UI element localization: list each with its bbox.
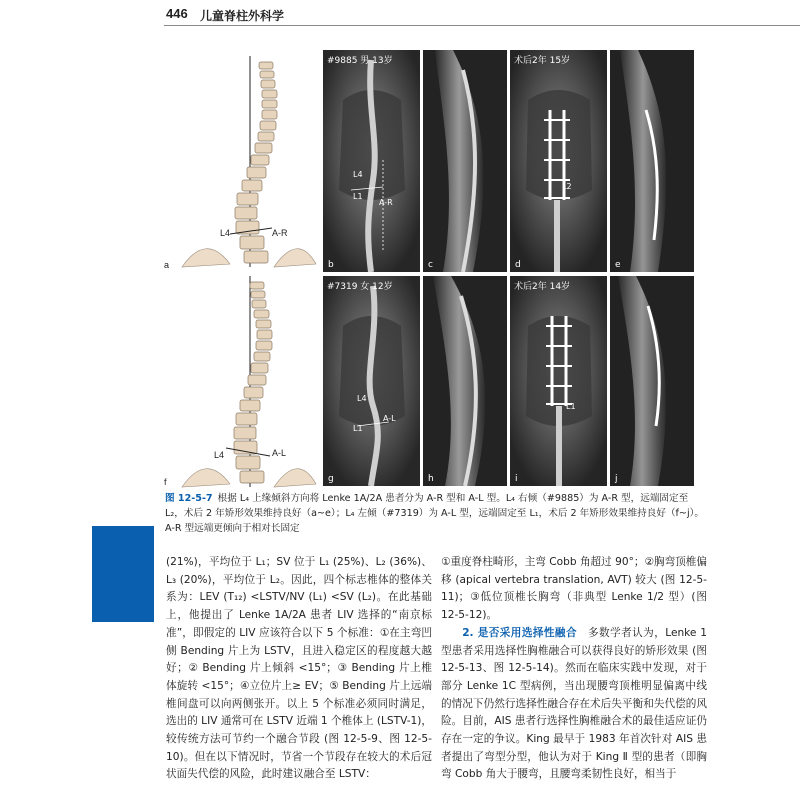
xray-h — [423, 276, 507, 486]
page-number: 446 — [166, 6, 188, 21]
xray-i-tag: 术后2年 14岁 — [514, 282, 571, 292]
xray-b — [323, 50, 420, 272]
xray-g-letter: g — [328, 474, 334, 484]
xray-i-graphic — [510, 276, 607, 486]
xray-g-marker-3: A-L — [383, 414, 396, 423]
spine-diagram-a — [164, 52, 318, 272]
xray-d — [510, 50, 607, 272]
xray-e-letter: e — [615, 260, 621, 270]
body-column-left — [166, 554, 432, 784]
xray-c-graphic — [423, 50, 507, 272]
xray-b-tag: #9885 男 13岁 — [327, 56, 393, 66]
chapter-tab — [92, 526, 154, 622]
body-right-paragraph-1: ①重度脊柱畸形，主弯 Cobb 角超过 90°；②胸弯顶椎偏移 (apical vertebra translation, AVT) 较大 (图 12-5-11)；③低位顶椎长胸弯（非典型 Lenke 1/2 型）(图 12-5-12)。 — [441, 556, 707, 622]
diagram-f-type-label: A-L — [272, 448, 287, 458]
xray-b-marker-2: L1 — [353, 192, 363, 201]
xray-g — [323, 276, 420, 486]
xray-b-graphic — [323, 50, 420, 272]
xray-b-marker-3: A-R — [379, 198, 393, 207]
running-title: 儿童脊柱外科学 — [200, 9, 285, 23]
xray-e-graphic — [610, 50, 694, 272]
xray-c-letter: c — [428, 260, 433, 270]
xray-d-marker-1: L2 — [562, 182, 572, 191]
body-column-right — [441, 554, 707, 784]
xray-d-tag: 术后2年 15岁 — [514, 56, 571, 66]
xray-g-marker-1: L4 — [357, 394, 367, 403]
spine-diagram-f-graphic — [178, 272, 318, 492]
spine-diagram-a-graphic — [178, 52, 318, 272]
xray-j-letter: j — [615, 474, 618, 484]
diagram-a-letter: a — [164, 260, 170, 270]
xray-g-graphic — [323, 276, 420, 486]
figure-caption-text: 根据 L₄ 上缘倾斜方向将 Lenke 1A/2A 患者分为 A-R 型和 A-L 型。L₄ 右倾（#9885）为 A-R 型，远端固定至 L₂，术后 2 年矫形效果维持良好（a~e）；L₄ 左倾（#7319）为 A-L 型，远端固定至 L₁，术后 2 年矫形效果维持良好（f~j）。A-R 型远端更倾向于相对长固定 — [165, 493, 705, 534]
xray-i — [510, 276, 607, 486]
diagram-a-type-label: A-R — [272, 228, 288, 238]
body-right-paragraph-2: 多数学者认为，Lenke 1 型患者采用选择性胸椎融合可以获得良好的矫形效果 (图 12-5-13、图 12-5-14)。然而在临床实践中发现，对于部分 Lenke 1C 型病例，当出现腰弯顶椎明显偏离中线的情况下仍然行选择性融合存在术后失平衡和失代偿的风险。目前，AIS 患者行选择性胸椎融合术的最佳适应证仍存在一定的争议。King 最早于 1983 年首次针对 AIS 患者提出了弯型分型，他认为对于 King Ⅱ 型的患者（即胸弯 Cobb 角大于腰弯，且腰弯柔韧性良好，相当于 — [441, 626, 707, 781]
xray-b-marker-1: L4 — [353, 170, 363, 179]
xray-b-letter: b — [328, 260, 334, 270]
xray-c — [423, 50, 507, 272]
figure-number: 图 12-5-7 — [165, 493, 213, 504]
xray-h-graphic — [423, 276, 507, 486]
xray-j — [610, 276, 694, 486]
xray-g-tag: #7319 女 12岁 — [327, 282, 393, 292]
xray-i-marker-1: L1 — [566, 402, 576, 411]
xray-j-graphic — [610, 276, 694, 486]
xray-g-marker-2: L1 — [353, 424, 363, 433]
diagram-a-vertebra-label: L4 — [220, 228, 231, 238]
xray-e — [610, 50, 694, 272]
xray-h-letter: h — [428, 474, 434, 484]
xray-d-letter: d — [515, 260, 521, 270]
diagram-f-letter: f — [164, 477, 167, 487]
spine-diagram-f — [164, 272, 318, 492]
body-left-paragraph: (21%)，平均位于 L₁；SV 位于 L₁ (25%)、L₂ (36%)、L₃ (20%)，平均位于 L₂。因此，四个标志椎体的整体关系为：LEV (T₁₂) <LSTV/NV (L₁) <SV (L₂)。在此基础上，他提出了 Lenke 1A/2A 患者 LIV 选择的“南京标准”，即假定的 LIV 应该符合以下 5 个标准：①在主弯凹侧 Bending 片上为 LSTV，且进入稳定区的程度越大越好；② Bending 片上倾斜 <15°；③ Bending 片上椎体旋转 <15°；④立位片上≥ EV；⑤ Bending 片上远端椎间盘可以向两侧张开。以上 5 个标准必须同时满足，选出的 LIV 通常可在 LSTV 近端 1 个椎体上 (LSTV-1)，较传统方法可节约一个融合节段 (图 12-5-9、图 12-5-10)。但在以下情况时，节省一个节段存在较大的术后冠状面失代偿的风险，此时建议融合至 LSTV： — [166, 556, 432, 781]
section-heading: 2. 是否采用选择性融合 — [462, 626, 577, 639]
header-rule — [164, 25, 800, 26]
diagram-f-vertebra-label: L4 — [214, 450, 225, 460]
xray-i-letter: i — [515, 474, 518, 484]
figure-caption — [165, 491, 705, 536]
xray-d-graphic — [510, 50, 607, 272]
